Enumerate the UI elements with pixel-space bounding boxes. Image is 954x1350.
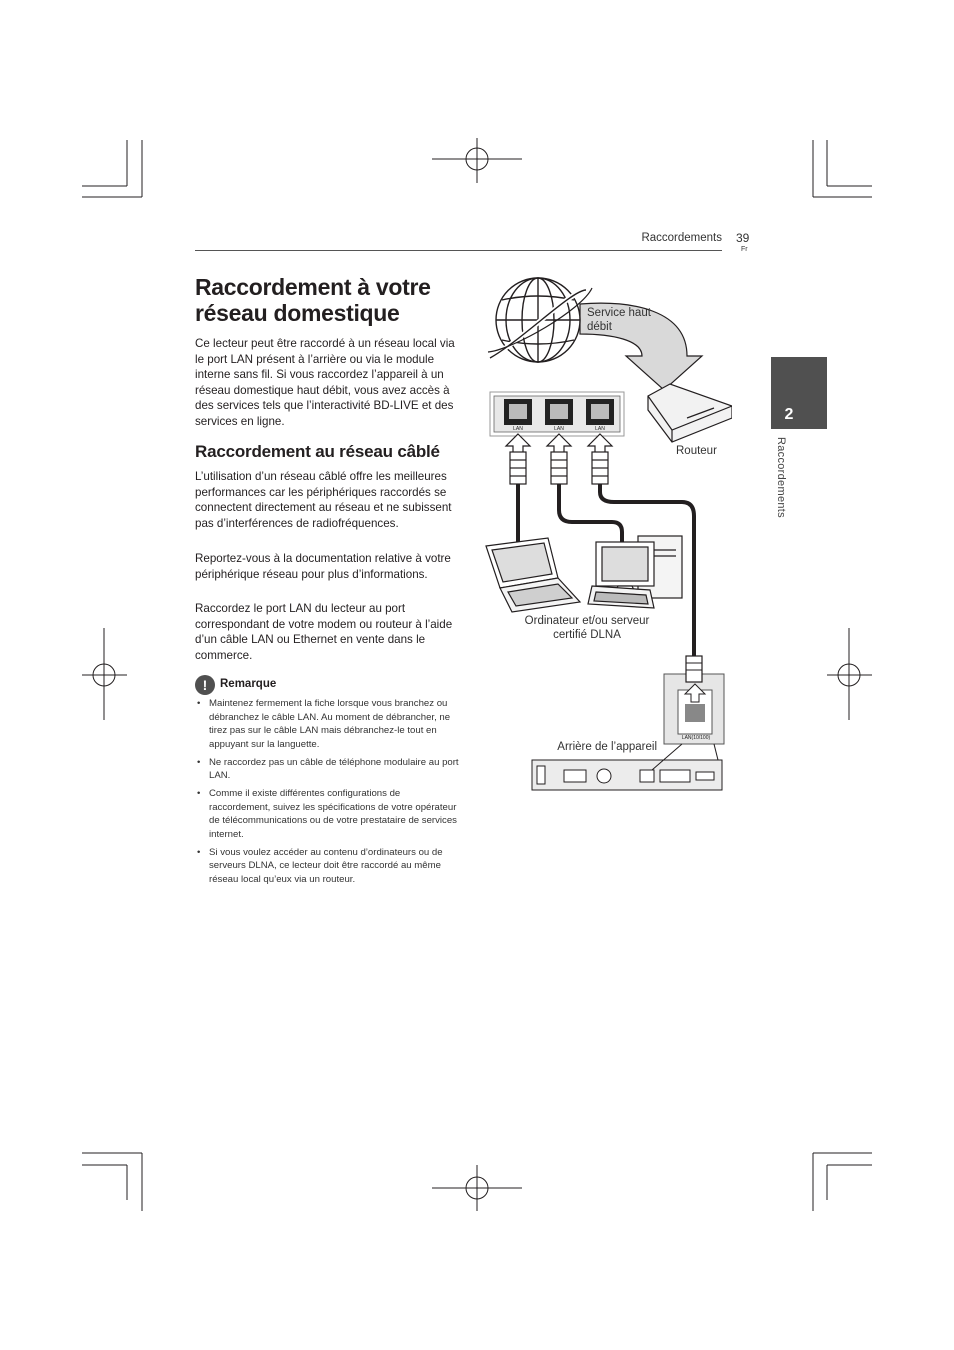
- paragraph: Reportez-vous à la documentation relative à votre périphérique réseau pour plus d’informations.: [195, 552, 451, 581]
- router-label: Routeur: [676, 445, 717, 457]
- note-item: • Ne raccordez pas un câble de téléphone modulaire au port LAN.: [195, 756, 461, 783]
- rear-port-label: LAN(10/100): [681, 735, 711, 741]
- page-number: 39: [736, 231, 750, 245]
- computer-label: Ordinateur et/ou serveur certifié DLNA: [524, 615, 650, 641]
- globe-icon: [488, 278, 592, 362]
- note-title: Remarque: [220, 678, 277, 690]
- note-item: • Maintenez fermement la fiche lorsque vous branchez ou débranchez le câble LAN. Au moment de débrancher, ne tirez pas sur le câble LAN mais débranchez-le tout en appuyant sur la languette.: [195, 697, 461, 751]
- chapter-number: 2: [784, 406, 794, 423]
- service-label: Service haut débit: [587, 307, 651, 333]
- running-header-section: Raccordements: [641, 232, 722, 244]
- note-item: • Comme il existe différentes configurations de raccordement, suivez les spécifications de votre opérateur de télécommunications ou de votre prestataire de services internet.: [195, 787, 461, 841]
- header-rule: [195, 250, 722, 251]
- intro-paragraph: Ce lecteur peut être raccordé à un réseau local via le port LAN présent à l’arrière ou via le module interne sans fil. Si vous raccordez l’appareil à un réseau domestique haut débit, vous avez accès à des services tels que l’interactivité BD-LIVE et des services en ligne.: [195, 337, 455, 428]
- language-code: Fr: [741, 246, 748, 253]
- rear-label: Arrière de l’appareil: [557, 741, 657, 753]
- rear-lan-port-closeup: [664, 656, 724, 744]
- lan-port-label: LAN: [554, 426, 564, 432]
- lan-port-label: LAN: [595, 426, 605, 432]
- warning-icon: !: [195, 675, 215, 695]
- chapter-label: Raccordements: [775, 437, 787, 518]
- note-header: [195, 674, 395, 696]
- note-item: • Si vous voulez accéder au contenu d’ordinateurs ou de serveurs DLNA, ce lecteur doit être raccordé au même réseau local qu’eux via un routeur.: [195, 846, 461, 887]
- lan-port-label: LAN: [513, 426, 523, 432]
- section-heading: Raccordement au réseau câblé: [195, 442, 440, 461]
- paragraph: L’utilisation d’un réseau câblé offre les meilleures performances car les périphériques raccordés se connectent directement au réseau et ne subissent pas d’interférences de radiofréquences.: [195, 470, 452, 530]
- router-icon: [648, 384, 732, 442]
- lan-plugs: [510, 452, 608, 484]
- router-lan-ports: [490, 392, 624, 436]
- note-list: [195, 697, 461, 891]
- desktop-computer-icon: [588, 536, 682, 608]
- paragraph: Raccordez le port LAN du lecteur au port correspondant de votre modem ou routeur à l’aide d’un câble LAN ou Ethernet en vente dans le commerce.: [195, 602, 453, 662]
- page-title: Raccordement à votre réseau domestique: [195, 274, 431, 326]
- network-diagram: [482, 270, 732, 810]
- network-diagram-drawing: [482, 270, 732, 810]
- laptop-icon: [486, 538, 580, 612]
